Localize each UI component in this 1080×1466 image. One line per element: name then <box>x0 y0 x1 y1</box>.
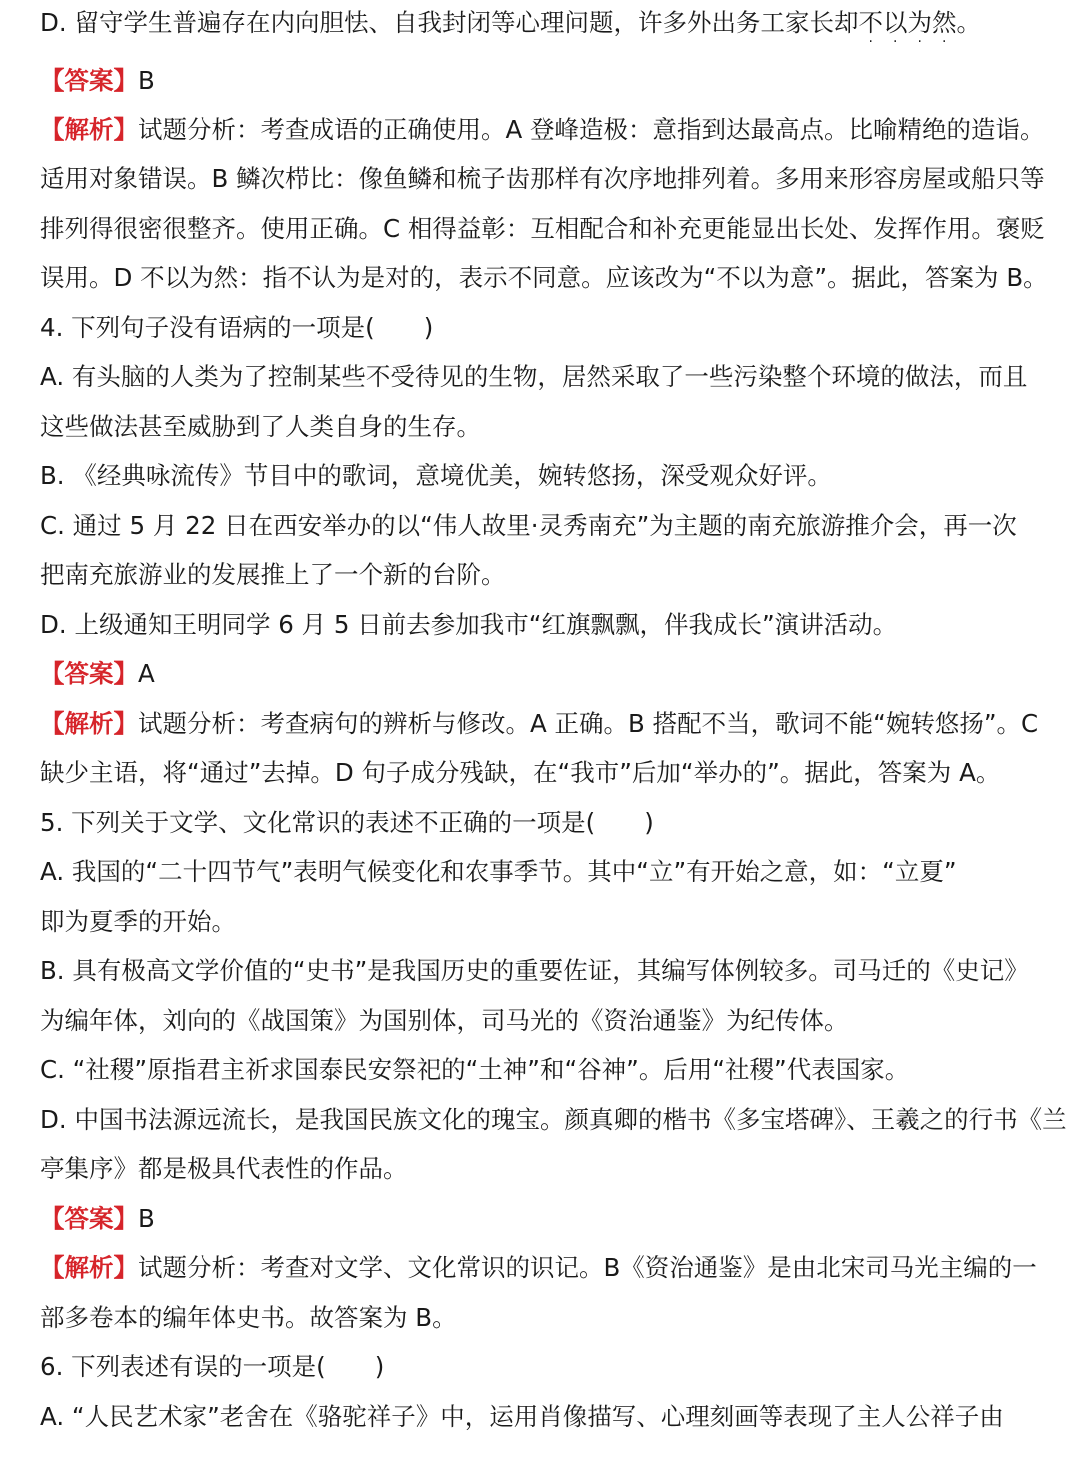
analysis-text: 试题分析：考查对文学、文化常识的识记。B《资治通鉴》是由北宋司马光主编的一 <box>138 1253 1037 1282</box>
answer-q4 <box>40 657 1060 691</box>
question-6: 6. 下列表述有误的一项是( ) <box>40 1352 385 1381</box>
option-d-q3-text: D. 留守学生普遍存在内向胆怯、自我封闭等心理问题，许多外出务工家长却 <box>40 8 859 37</box>
answer-value: A <box>138 659 155 688</box>
answer-tag: 【答案】 <box>40 659 138 688</box>
answer-q3 <box>40 64 1060 98</box>
option-c-q5: C. “社稷”原指君主祈求国泰民安祭祀的“土神”和“谷神”。后用“社稷”代表国家。 <box>40 1055 910 1084</box>
analysis-text: 试题分析：考查成语的正确使用。A 登峰造极：意指到达最高点。比喻精绝的造诣。 <box>138 115 1045 144</box>
answer-tag: 【答案】 <box>40 1204 138 1233</box>
option-c-q4-line2: 把南充旅游业的发展推上了一个新的台阶。 <box>40 560 506 589</box>
analysis-q3-line1 <box>40 113 1060 147</box>
analysis-tag: 【解析】 <box>40 1253 138 1282</box>
analysis-q3-line2: 适用对象错误。B 鳞次栉比：像鱼鳞和梳子齿那样有次序地排列着。多用来形容房屋或船只等 <box>40 164 1045 193</box>
option-d-q5-line2: 亭集序》都是极具代表性的作品。 <box>40 1154 408 1183</box>
answer-value: B <box>138 66 155 95</box>
analysis-tag: 【解析】 <box>40 115 138 144</box>
option-b-q5-line1: B. 具有极高文学价值的“史书”是我国历史的重要佐证，其编写体例较多。司马迁的《史记》 <box>40 956 1029 985</box>
analysis-text: 试题分析：考查病句的辨析与修改。A 正确。B 搭配不当，歌词不能“婉转悠扬”。C <box>138 709 1039 738</box>
option-c-q4-line1: C. 通过 5 月 22 日在西安举办的以“伟人故里·灵秀南充”为主题的南充旅游推介会，再一次 <box>40 511 1017 540</box>
question-4: 4. 下列句子没有语病的一项是( ) <box>40 313 434 342</box>
option-b-q4: B. 《经典咏流传》节目中的歌词，意境优美，婉转悠扬，深受观众好评。 <box>40 461 832 490</box>
answer-tag: 【答案】 <box>40 66 138 95</box>
option-d-q4: D. 上级通知王明同学 6 月 5 日前去参加我市“红旗飘飘，伴我成长”演讲活动。 <box>40 610 898 639</box>
option-a-q5-line2: 即为夏季的开始。 <box>40 907 236 936</box>
answer-q5 <box>40 1202 1060 1236</box>
analysis-q4-line1 <box>40 707 1060 741</box>
analysis-q5-line1 <box>40 1251 1060 1285</box>
option-d-q3 <box>40 6 1060 50</box>
analysis-q3-line3: 排列得很密很整齐。使用正确。C 相得益彰：互相配合和补充更能显出长处、发挥作用。褒贬 <box>40 214 1045 243</box>
option-a-q4-line2: 这些做法甚至威胁到了人类自身的生存。 <box>40 412 481 441</box>
analysis-q3-line4: 误用。D 不以为然：指不认为是对的，表示不同意。应该改为“不以为意”。据此，答案为 B。 <box>40 263 1048 292</box>
analysis-q5-line2: 部多卷本的编年体史书。故答案为 B。 <box>40 1303 457 1332</box>
question-5: 5. 下列关于文学、文化常识的表述不正确的一项是( ) <box>40 808 654 837</box>
answer-value: B <box>138 1204 155 1233</box>
option-a-q5-line1: A. 我国的“二十四节气”表明气候变化和农事季节。其中“立”有开始之意，如：“立夏” <box>40 857 957 886</box>
option-d-q5-line1: D. 中国书法源远流长，是我国民族文化的瑰宝。颜真卿的楷书《多宝塔碑》、王羲之的行书《兰 <box>40 1105 1067 1134</box>
option-a-q6: A. “人民艺术家”老舍在《骆驼祥子》中，运用肖像描写、心理刻画等表现了主人公祥子由 <box>40 1402 1004 1431</box>
option-d-q3-end: 。 <box>956 8 981 37</box>
option-b-q5-line2: 为编年体，刘向的《战国策》为国别体，司马光的《资治通鉴》为纪传体。 <box>40 1006 849 1035</box>
analysis-q4-line2: 缺少主语，将“通过”去掉。D 句子成分残缺，在“我市”后加“举办的”。据此，答案为 A。 <box>40 758 1001 787</box>
emphasized-phrase: 不 · 以 · 为 · 然 · <box>858 8 957 50</box>
option-a-q4-line1: A. 有头脑的人类为了控制某些不受待见的生物，居然采取了一些污染整个环境的做法，而且 <box>40 362 1028 391</box>
analysis-tag: 【解析】 <box>40 709 138 738</box>
